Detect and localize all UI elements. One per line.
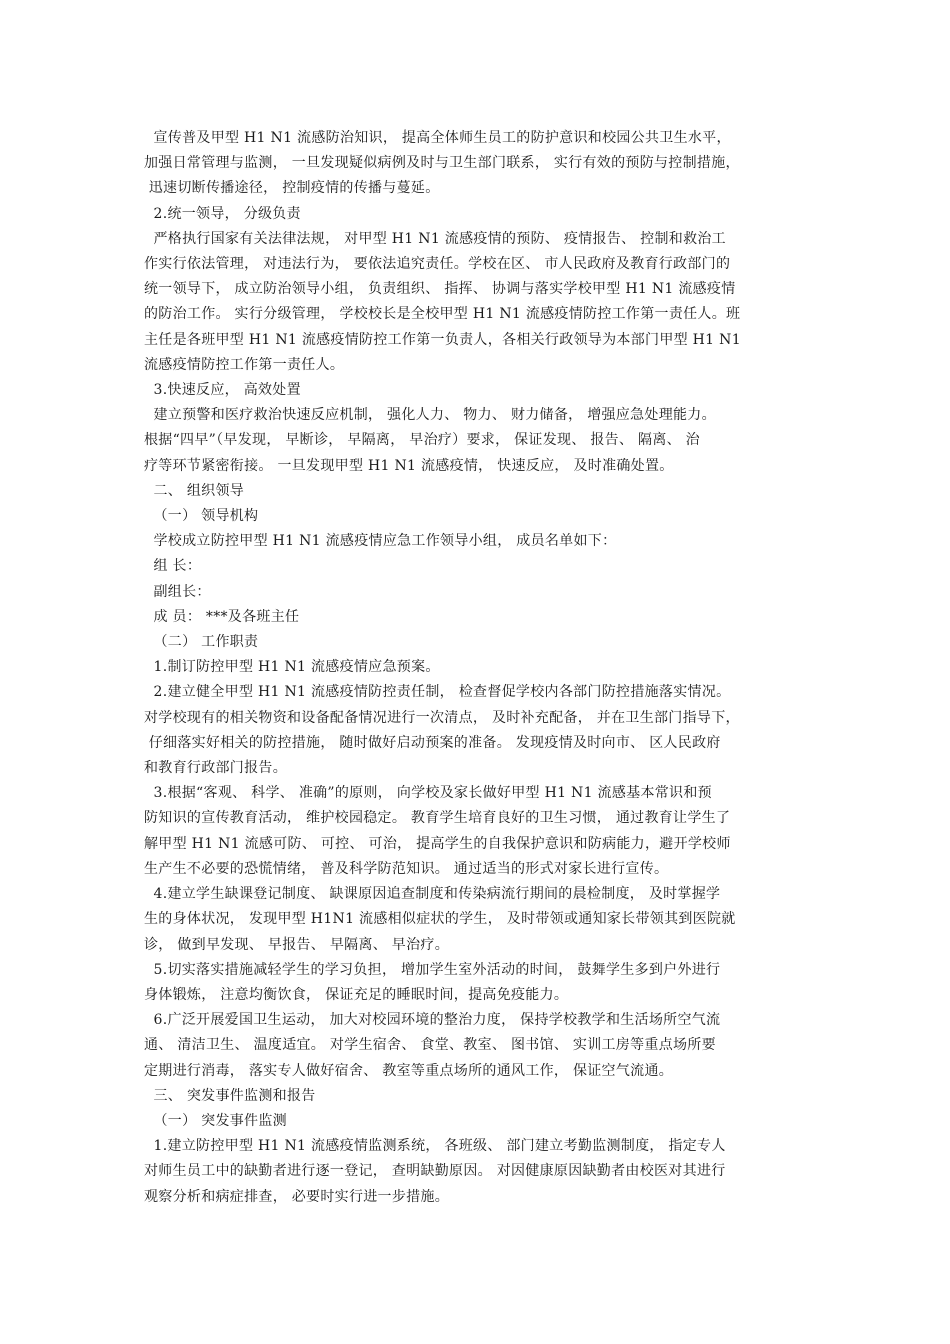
text-line: 身体锻炼， 注意均衡饮食， 保证充足的睡眠时间，提高免疫能力。 — [144, 986, 569, 1003]
text-line: 观察分析和病症排查， 必要时实行进一步措施。 — [144, 1188, 450, 1205]
text-line: 疗等环节紧密衔接。 一旦发现甲型 H1 N1 流感疫情， 快速反应， 及时准确处置。 — [144, 457, 674, 474]
text-line: 诊， 做到早发现、 早报告、 早隔离、 早治疗。 — [144, 936, 449, 953]
text-line: 1.制订防控甲型 H1 N1 流感疫情应急预案。 — [144, 659, 440, 676]
text-line: 的防治工作。 实行分级管理， 学校校长是全校甲型 H1 N1 流感疫情防控工作第一责任人。班 — [144, 306, 741, 323]
text-line: 定期进行消毒， 落实专人做好宿舍、 教室等重点场所的通风工作， 保证空气流通。 — [144, 1062, 674, 1079]
text-line: 生产生不必要的恐慌情绪， 普及科学防范知识。 通过适当的形式对家长进行宣传。 — [144, 860, 669, 877]
text-line: 三、 突发事件监测和报告 — [144, 1087, 316, 1104]
text-line: 对学校现有的相关物资和设备配备情况进行一次清点， 及时补充配备， 并在卫生部门指导下， — [144, 709, 740, 726]
text-line: 防知识的宣传教育活动， 维护校园稳定。 教育学生培育良好的卫生习惯， 通过教育让学生了 — [144, 810, 731, 827]
text-line: 1.建立防控甲型 H1 N1 流感疫情监测系统， 各班级、 部门建立考勤监测制度， 指定专人 — [144, 1138, 726, 1155]
text-line: 对师生员工中的缺勤者进行逐一登记， 查明缺勤原因。 对因健康原因缺勤者由校医对其进行 — [144, 1163, 726, 1180]
text-line: 迅速切断传播途径， 控制疫情的传播与蔓延。 — [144, 180, 440, 197]
text-line: 建立预警和医疗救治快速反应机制， 强化人力、 物力、 财力储备， 增强应急处理能力。 — [144, 407, 716, 424]
text-line: 6.广泛开展爱国卫生运动， 加大对校园环境的整治力度， 保持学校教学和生活场所空气流 — [144, 1012, 721, 1029]
text-line: 和教育行政部门报告。 — [144, 760, 287, 777]
text-line: 4.建立学生缺课登记制度、 缺课原因追查制度和传染病流行期间的晨检制度， 及时掌握学 — [144, 886, 721, 903]
text-line: 统一领导下， 成立防治领导小组， 负责组织、 指挥、 协调与落实学校甲型 H1 N1 流感疫情 — [144, 281, 736, 298]
text-line: 3.快速反应， 高效处置 — [144, 382, 301, 399]
text-line: 二、 组织领导 — [144, 482, 245, 499]
text-line: 加强日常管理与监测， 一旦发现疑似病例及时与卫生部门联系， 实行有效的预防与控制措施， — [144, 155, 740, 172]
text-line: 解甲型 H1 N1 流感可防、 可控、 可治， 提高学生的自我保护意识和防病能力，避开学校师 — [144, 835, 731, 852]
text-line: 严格执行国家有关法律法规， 对甲型 H1 N1 流感疫情的预防、 疫情报告、 控制和救治工 — [144, 230, 726, 247]
text-line: 2.统一领导， 分级负责 — [144, 205, 301, 222]
text-line: 作实行依法管理， 对违法行为， 要依法追究责任。学校在区、 市人民政府及教育行政部门的 — [144, 256, 731, 273]
text-line: （一） 领导机构 — [144, 508, 259, 525]
text-line: （二） 工作职责 — [144, 634, 259, 651]
text-line: 学校成立防控甲型 H1 N1 流感疫情应急工作领导小组， 成员名单如下： — [144, 533, 617, 550]
text-line: 组 长： — [144, 558, 202, 575]
text-line: 成 员： ***及各班主任 — [144, 608, 300, 625]
text-line: （一） 突发事件监测 — [144, 1112, 287, 1129]
text-line: 3.根据“客观、 科学、 准确”的原则， 向学校及家长做好甲型 H1 N1 流感基本常识和预 — [144, 785, 712, 802]
text-line: 根据“四早”（早发现， 早断诊， 早隔离， 早治疗）要求， 保证发现、 报告、 隔离、 治 — [144, 432, 700, 449]
text-line: 2.建立健全甲型 H1 N1 流感疫情防控责任制， 检查督促学校内各部门防控措施落实情况。 — [144, 684, 731, 701]
document-body — [144, 126, 812, 1210]
text-line: 副组长： — [144, 583, 211, 600]
text-line: 主任是各班甲型 H1 N1 流感疫情防控工作第一负责人，各相关行政领导为本部门甲型 H1 N1 — [144, 331, 741, 348]
text-line: 宣传普及甲型 H1 N1 流感防治知识， 提高全体师生员工的防护意识和校园公共卫生水平， — [144, 130, 731, 146]
text-line: 流感疫情防控工作第一责任人。 — [144, 356, 345, 373]
text-line: 通、 清洁卫生、 温度适宜。 对学生宿舍、 食堂、教室、 图书馆、 实训工房等重点场所要 — [144, 1037, 716, 1054]
text-line: 5.切实落实措施减轻学生的学习负担， 增加学生室外活动的时间， 鼓舞学生多到户外进行 — [144, 961, 721, 978]
text-line: 生的身体状况， 发现甲型 H1N1 流感相似症状的学生， 及时带领或通知家长带领其到医院就 — [144, 911, 736, 928]
text-line: 仔细落实好相关的防控措施， 随时做好启动预案的准备。 发现疫情及时向市、 区人民政府 — [144, 734, 721, 751]
